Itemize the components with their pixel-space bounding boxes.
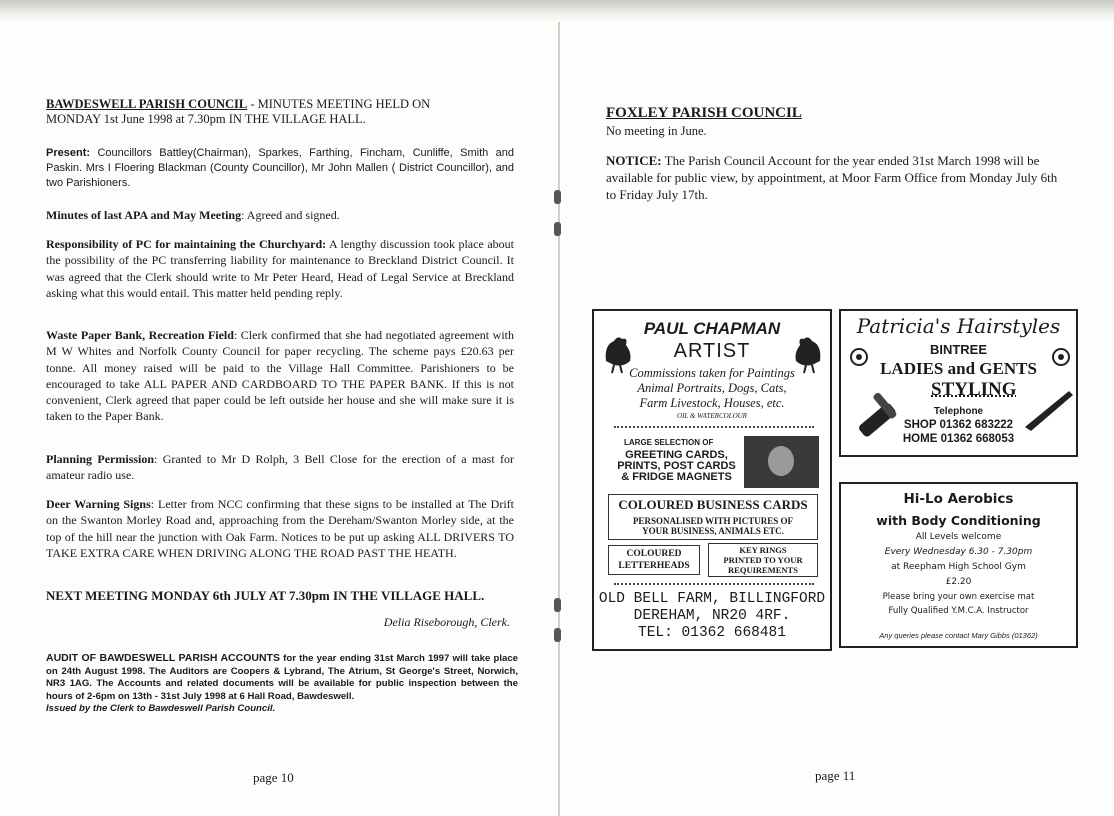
- dotted-divider: [614, 426, 814, 428]
- waste-paper-label: Waste Paper Bank, Recreation Field: [46, 328, 234, 342]
- churchyard-paragraph: [46, 236, 514, 301]
- clerk-signature: Delia Riseborough, Clerk.: [383, 615, 510, 629]
- aerobics-line: Every Wednesday 6.30 - 7.30pm: [884, 547, 1033, 557]
- key-rings-box: KEY RINGS PRINTED TO YOUR REQUIREMENTS: [708, 543, 818, 577]
- minutes-text: : Agreed and signed.: [241, 208, 340, 222]
- present-text: Councillors Battley(Chairman), Sparkes, Farthing, Fincham, Cunliffe, Smith and Paskin. Mrs I Floering Blackman (County Councillor), Mr John Mallen ( District Councillor), and two Parishioners.: [46, 147, 514, 189]
- foxley-heading: FOXLEY PARISH COUNCIL: [606, 105, 802, 121]
- audit-label: AUDIT OF BAWDESWELL PARISH ACCOUNTS: [46, 652, 280, 664]
- notice-text: The Parish Council Account for the year ended 31st March 1998 will be available for public view, by appointment, at Moor Farm Office from Monday July 6th to Friday July 17th.: [606, 153, 1058, 202]
- notice-paragraph: [606, 152, 1068, 203]
- home-phone: HOME 01362 668053: [902, 433, 1015, 445]
- greeting-cards: GREETING CARDS, PRINTS, POST CARDS & FRIDGE MAGNETS: [617, 449, 736, 483]
- waste-paper-text: : Clerk confirmed that she had negotiated agreement with M W Whites and Norfolk County Council for paper recycling. The scheme pays £20.63 per tonne. All money raised will be paid to the Village Hall Committee. Parishioners to be encouraged to take ALL PAPER AND CARDBOARD TO THE PAPER BANK. If this is not convenient, Clerk agreed that paper could be left outside her house and she will make sure it is taken to the Paper Bank.: [46, 328, 514, 424]
- salon-name: Patricia's Hairstyles: [856, 314, 1061, 338]
- page-left: [0, 0, 556, 816]
- planning-label: Planning Permission: [46, 452, 155, 466]
- audit-text: for the year ending 31st March 1997 will take place on 24th August 1998. The Auditors are Coopers & Lybrand, The Atrium, St George's Street, Norwich, NR3 1AG. The Accounts and related documents will be available for public inspection between the hours of 2-6pm on 13th - 31st July 1998 at 6 Hall Road, Bawdeswell.: [46, 653, 518, 702]
- foxley-sub: No meeting in June.: [606, 124, 707, 138]
- notice-label: NOTICE:: [606, 153, 662, 168]
- aerobics-subtitle: with Body Conditioning: [876, 513, 1041, 528]
- aerobics-title: Hi-Lo Aerobics: [903, 491, 1014, 507]
- ad-patricias-hairstyles: [839, 309, 1078, 457]
- styling: STYLING: [931, 379, 1017, 400]
- planning-paragraph: [46, 451, 514, 484]
- telephone: TEL: 01362 668481: [638, 625, 786, 641]
- commission-line: Farm Livestock, Houses, etc.: [639, 396, 785, 410]
- business-cards-box: COLOURED BUSINESS CARDS PERSONALISED WITH PICTURES OF YOUR BUSINESS, ANIMALS ETC.: [608, 494, 818, 540]
- photo-image: [744, 436, 819, 488]
- deer-signs-label: Deer Warning Signs: [46, 497, 151, 511]
- commission-line: Commissions taken for Paintings: [629, 366, 795, 380]
- salon-place: BINTREE: [929, 342, 988, 357]
- ad-hi-lo-aerobics: [839, 482, 1078, 648]
- churchyard-label: Responsibility of PC for maintaining the Churchyard:: [46, 237, 327, 251]
- commission-line: Animal Portraits, Dogs, Cats,: [637, 381, 787, 395]
- dotted-divider: [614, 583, 814, 585]
- minutes-label: Minutes of last APA and May Meeting: [46, 208, 242, 222]
- media-line: OIL & WATERCOLOUR: [677, 412, 747, 420]
- artist-name: PAUL CHAPMAN: [643, 319, 781, 338]
- planning-text: : Granted to Mr D Rolph, 3 Bell Close for the erection of a mast for amateur radio use.: [46, 452, 514, 483]
- page-number: page 10: [253, 770, 294, 785]
- ladies-gents: LADIES and GENTS: [880, 359, 1037, 378]
- deer-signs-paragraph: [46, 496, 514, 561]
- audit-notice: [46, 652, 518, 716]
- waste-paper-paragraph: [46, 327, 514, 425]
- booklet-spine: [558, 22, 560, 816]
- address-line: DEREHAM, NR20 4RF.: [633, 608, 791, 624]
- ad-paul-chapman: [592, 309, 832, 651]
- large-selection: LARGE SELECTION OF: [624, 438, 714, 447]
- shop-phone: SHOP 01362 683222: [903, 419, 1014, 431]
- heading-date: MONDAY 1st June 1998 at 7.30pm IN THE VILLAGE HALL.: [46, 112, 366, 126]
- aerobics-price: £2.20: [945, 577, 972, 587]
- present-paragraph: [46, 146, 514, 191]
- letterheads-box: COLOURED LETTERHEADS: [608, 545, 700, 575]
- artist-role: ARTIST: [673, 340, 751, 362]
- minutes-paragraph: [46, 207, 514, 223]
- audit-issued: Issued by the Clerk to Bawdeswell Parish Council.: [46, 703, 276, 714]
- minutes-heading: [46, 97, 516, 127]
- council-name: BAWDESWELL PARISH COUNCIL: [46, 97, 248, 111]
- aerobics-line: All Levels welcome: [915, 532, 1002, 542]
- aerobics-line: at Reepham High School Gym: [891, 562, 1026, 572]
- address-line: OLD BELL FARM, BILLINGFORD: [598, 591, 826, 607]
- next-meeting: NEXT MEETING MONDAY 6th JULY AT 7.30pm IN THE VILLAGE HALL.: [46, 588, 485, 603]
- deer-signs-text: : Letter from NCC confirming that these signs to be installed at The Drift on the Swanton Morley Road and, approaching from the Dereham/Swanton Morley side, at the top of the hill near the junction with Oak Farm. Notices to be put up asking ALL DRIVERS TO TAKE EXTRA CARE WHEN DRIVING ALONG THE ROAD PAST THE HEATH.: [46, 497, 514, 560]
- churchyard-text: A lengthy discussion took place about the possibility of the PC transferring liability for maintenance to Breckland District Council. It was agreed that the Clerk should write to Mr Peter Heard, Head of Legal Service at Breckland asking what this would entail. This matter held pending reply.: [46, 237, 514, 300]
- aerobics-line: Please bring your own exercise mat: [882, 592, 1035, 602]
- tel-label: Telephone: [933, 406, 984, 417]
- aerobics-line: Fully Qualified Y.M.C.A. Instructor: [888, 606, 1029, 616]
- present-label: Present:: [46, 147, 91, 159]
- page-number: page 11: [815, 768, 856, 783]
- heading-rest: - MINUTES MEETING HELD ON: [250, 97, 431, 111]
- aerobics-contact: Any queries please contact Mary Gibbs (01362): [879, 631, 1038, 640]
